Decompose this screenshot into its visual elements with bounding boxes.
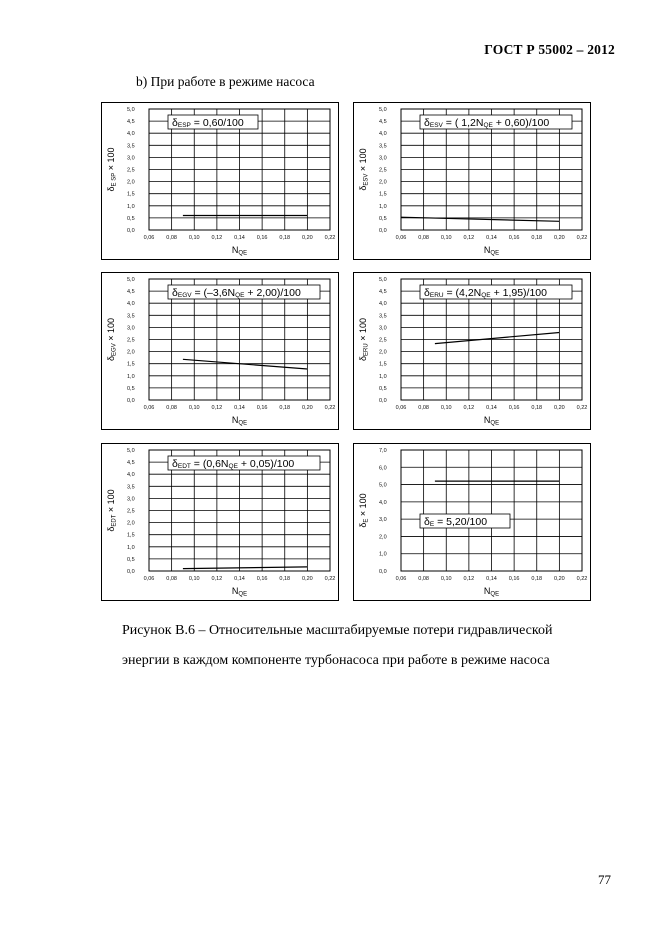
y-tick-label: 0,0	[379, 228, 387, 234]
x-tick-label: 0,12	[463, 405, 475, 411]
x-tick-label: 0,12	[463, 576, 475, 582]
y-label-main: δ	[358, 185, 368, 191]
formula-symbol: δ	[172, 287, 178, 299]
chart-svg	[102, 103, 338, 259]
y-label-sub: EDT	[111, 514, 118, 527]
chart-panel-egv	[101, 272, 339, 430]
x-tick-label: 0,22	[576, 576, 588, 582]
chart-panel-esv	[353, 102, 591, 260]
formula-body: = (4,2N	[443, 287, 482, 299]
y-label-tail: × 100	[106, 147, 116, 173]
x-tick-label: 0,12	[211, 405, 223, 411]
formula-subscript: EDT	[177, 463, 191, 470]
formula-subscript: EGV	[177, 292, 192, 299]
formula-body: = 5,20/100	[434, 516, 488, 528]
y-label-tail: × 100	[106, 489, 116, 515]
y-tick-label: 2,0	[379, 534, 387, 541]
x-tick-label: 0,14	[234, 576, 245, 582]
x-tick-label: 0,06	[143, 405, 155, 411]
y-tick-label: 4,5	[379, 119, 387, 126]
y-label-tail: × 100	[358, 318, 368, 344]
page-number: 77	[598, 872, 611, 887]
x-axis-label	[232, 415, 247, 427]
y-label-main: δ	[358, 355, 368, 361]
y-tick-label: 3,5	[127, 143, 135, 150]
y-tick-label: 1,0	[127, 544, 135, 551]
x-tick-label: 0,08	[166, 576, 177, 582]
chart-svg	[354, 103, 590, 259]
x-tick-label: 0,10	[188, 405, 200, 411]
y-tick-label: 0,5	[127, 215, 135, 222]
chart-panel-esp	[101, 102, 339, 260]
y-tick-label: 3,0	[379, 325, 387, 332]
formula-body: = (–3,6N	[191, 287, 236, 299]
y-tick-label: 2,0	[379, 349, 387, 356]
x-tick-label: 0,12	[211, 235, 223, 241]
formula-body-2: + 2,00)/100	[244, 287, 301, 299]
x-tick-label: 0,10	[440, 405, 452, 411]
y-tick-label: 4,5	[127, 119, 135, 126]
y-tick-label: 4,0	[379, 301, 387, 308]
caption-line-2: энергии в каждом компоненте турбонасоса при работе в режиме насоса	[122, 653, 550, 668]
x-label-main: N	[483, 415, 491, 425]
x-tick-label: 0,12	[463, 235, 475, 241]
caption-line-1: Рисунок В.6 – Относительные масштабируемые потери гидравлической	[122, 623, 553, 638]
y-label-main: δ	[358, 522, 368, 528]
x-tick-label: 0,16	[256, 576, 268, 582]
document-id: ГОСТ Р 55002 – 2012	[484, 42, 615, 57]
y-tick-label: 5,0	[379, 482, 387, 489]
x-tick-label: 0,14	[486, 405, 497, 411]
x-tick-label: 0,16	[256, 235, 268, 241]
y-label-tail: × 100	[106, 318, 116, 344]
y-tick-label: 1,0	[127, 203, 135, 210]
y-tick-label: 3,0	[127, 325, 135, 332]
x-axis-label	[232, 586, 247, 598]
formula-body-2: + 1,95)/100	[490, 287, 547, 299]
formula-subscript-2: QE	[481, 292, 491, 299]
x-label-sub: QE	[490, 250, 500, 257]
y-label-sub: E SP	[111, 172, 118, 187]
x-label-main: N	[231, 586, 239, 596]
formula-subscript: ESP	[177, 122, 191, 129]
x-tick-label: 0,22	[576, 405, 588, 411]
x-tick-label: 0,12	[211, 576, 223, 582]
x-tick-label: 0,18	[531, 576, 543, 582]
x-tick-label: 0,16	[508, 576, 520, 582]
x-tick-label: 0,22	[324, 235, 336, 241]
y-tick-label: 5,0	[127, 448, 135, 454]
chart-panel-e	[353, 443, 591, 601]
y-tick-label: 3,0	[379, 155, 387, 162]
series-line	[183, 567, 308, 569]
x-tick-label: 0,20	[302, 576, 313, 582]
x-tick-label: 0,08	[418, 576, 429, 582]
x-tick-label: 0,18	[279, 405, 291, 411]
y-tick-label: 1,5	[379, 361, 387, 368]
x-label-sub: QE	[490, 420, 500, 427]
x-tick-label: 0,16	[256, 405, 268, 411]
x-tick-label: 0,06	[395, 235, 407, 241]
y-tick-label: 1,5	[127, 532, 135, 539]
x-tick-label: 0,08	[418, 235, 429, 241]
x-label-main: N	[483, 586, 491, 596]
y-tick-label: 3,5	[127, 313, 135, 320]
figure-caption	[122, 616, 612, 676]
x-tick-label: 0,20	[554, 235, 565, 241]
x-tick-label: 0,16	[508, 405, 520, 411]
y-tick-label: 2,5	[379, 167, 387, 174]
y-tick-label: 3,5	[379, 313, 387, 320]
y-tick-label: 2,5	[127, 167, 135, 174]
chart-panel-eru	[353, 272, 591, 430]
y-axis-label	[358, 493, 370, 527]
x-tick-label: 0,10	[188, 576, 200, 582]
y-label-main: δ	[106, 186, 116, 192]
formula-body: = 0,60/100	[190, 117, 244, 129]
x-label-sub: QE	[490, 591, 500, 598]
formula-symbol: δ	[172, 458, 178, 470]
chart-svg	[102, 444, 338, 600]
y-tick-label: 1,0	[127, 373, 135, 380]
y-label-tail: × 100	[358, 493, 368, 519]
x-label-main: N	[231, 415, 239, 425]
y-tick-label: 2,5	[127, 508, 135, 515]
y-tick-label: 5,0	[379, 277, 387, 283]
y-tick-label: 0,5	[379, 385, 387, 392]
x-tick-label: 0,08	[166, 235, 177, 241]
formula-symbol: δ	[172, 117, 178, 129]
formula-symbol: δ	[424, 287, 430, 299]
x-tick-label: 0,14	[486, 576, 497, 582]
y-tick-label: 0,0	[379, 398, 387, 404]
x-tick-label: 0,16	[508, 235, 520, 241]
x-tick-label: 0,14	[234, 405, 245, 411]
formula-subscript: E	[429, 521, 435, 528]
formula-body: = (0,6N	[190, 458, 229, 470]
y-tick-label: 4,5	[127, 289, 135, 296]
x-tick-label: 0,10	[440, 576, 452, 582]
y-tick-label: 2,0	[379, 179, 387, 186]
y-tick-label: 2,5	[379, 337, 387, 344]
y-axis-label	[106, 489, 118, 531]
y-tick-label: 4,5	[379, 289, 387, 296]
x-label-sub: QE	[238, 250, 248, 257]
x-axis-label	[484, 415, 499, 427]
y-tick-label: 5,0	[127, 277, 135, 283]
y-tick-label: 4,0	[127, 131, 135, 138]
y-tick-label: 6,0	[379, 465, 387, 472]
x-label-main: N	[483, 245, 491, 255]
y-tick-label: 4,0	[127, 472, 135, 479]
x-tick-label: 0,14	[234, 235, 245, 241]
y-axis-label	[106, 318, 118, 361]
x-tick-label: 0,22	[324, 405, 336, 411]
formula-subscript: ERU	[429, 292, 444, 299]
formula-subscript-2: QE	[483, 122, 493, 129]
y-label-main: δ	[106, 355, 116, 361]
y-axis-label	[106, 148, 118, 192]
formula-symbol: δ	[424, 516, 430, 528]
y-label-sub: ERU	[363, 343, 370, 356]
y-tick-label: 0,5	[127, 556, 135, 563]
y-tick-label: 2,0	[127, 520, 135, 527]
y-label-sub: ESV	[363, 173, 370, 186]
x-tick-label: 0,22	[576, 235, 588, 241]
x-tick-label: 0,20	[302, 405, 313, 411]
chart-svg	[354, 444, 590, 600]
y-tick-label: 1,5	[127, 361, 135, 368]
y-tick-label: 7,0	[379, 448, 387, 454]
y-tick-label: 0,0	[127, 398, 135, 404]
y-tick-label: 0,0	[379, 569, 387, 575]
x-tick-label: 0,18	[279, 235, 291, 241]
x-tick-label: 0,20	[554, 576, 565, 582]
formula-subscript-2: QE	[228, 463, 238, 470]
x-axis-label	[232, 245, 247, 257]
x-tick-label: 0,10	[440, 235, 452, 241]
x-tick-label: 0,20	[554, 405, 565, 411]
x-tick-label: 0,14	[486, 235, 497, 241]
y-tick-label: 2,0	[127, 179, 135, 186]
y-tick-label: 1,0	[379, 551, 387, 558]
y-tick-label: 1,5	[379, 191, 387, 198]
y-label-sub: EGV	[111, 343, 118, 356]
formula-subscript: ESV	[429, 122, 443, 129]
x-tick-label: 0,20	[302, 235, 313, 241]
chart-svg	[354, 273, 590, 429]
y-tick-label: 5,0	[127, 107, 135, 113]
x-tick-label: 0,18	[531, 405, 543, 411]
series-line	[435, 333, 560, 344]
y-tick-label: 0,0	[127, 228, 135, 234]
y-tick-label: 3,5	[127, 484, 135, 491]
formula-subscript-2: QE	[235, 292, 245, 299]
x-tick-label: 0,06	[143, 235, 155, 241]
y-tick-label: 0,5	[127, 385, 135, 392]
x-tick-label: 0,22	[324, 576, 336, 582]
section-label: b) При работе в режиме насоса	[136, 74, 315, 89]
x-label-sub: QE	[238, 420, 248, 427]
formula-body-2: + 0,60)/100	[492, 117, 550, 129]
chart-panel-edt	[101, 443, 339, 601]
x-tick-label: 0,08	[166, 405, 177, 411]
y-tick-label: 2,5	[127, 337, 135, 344]
x-tick-label: 0,10	[188, 235, 200, 241]
chart-svg	[102, 273, 338, 429]
y-tick-label: 2,0	[127, 349, 135, 356]
y-tick-label: 1,0	[379, 373, 387, 380]
y-tick-label: 0,0	[127, 569, 135, 575]
formula-body-2: + 0,05)/100	[237, 458, 295, 470]
x-tick-label: 0,08	[418, 405, 429, 411]
x-tick-label: 0,18	[279, 576, 291, 582]
x-tick-label: 0,06	[143, 576, 155, 582]
formula-symbol: δ	[424, 117, 430, 129]
series-line	[183, 359, 308, 369]
y-label-tail: × 100	[358, 148, 368, 174]
y-tick-label: 1,0	[379, 203, 387, 210]
x-label-main: N	[231, 245, 239, 255]
y-label-main: δ	[106, 526, 116, 532]
y-tick-label: 5,0	[379, 107, 387, 113]
x-tick-label: 0,06	[395, 576, 407, 582]
x-tick-label: 0,18	[531, 235, 543, 241]
y-tick-label: 4,0	[379, 131, 387, 138]
y-tick-label: 4,0	[379, 499, 387, 506]
x-tick-label: 0,06	[395, 405, 407, 411]
y-axis-label	[358, 148, 370, 190]
y-tick-label: 3,0	[127, 155, 135, 162]
y-label-sub: E	[363, 518, 370, 523]
y-tick-label: 4,5	[127, 460, 135, 467]
y-tick-label: 4,0	[127, 301, 135, 308]
y-axis-label	[358, 318, 370, 361]
y-tick-label: 3,0	[127, 496, 135, 503]
formula-body: = ( 1,2N	[442, 117, 484, 129]
x-axis-label	[484, 245, 499, 257]
y-tick-label: 3,0	[379, 517, 387, 524]
formula-text	[424, 516, 487, 528]
x-axis-label	[484, 586, 499, 598]
x-label-sub: QE	[238, 591, 248, 598]
y-tick-label: 3,5	[379, 143, 387, 150]
y-tick-label: 0,5	[379, 215, 387, 222]
y-tick-label: 1,5	[127, 191, 135, 198]
